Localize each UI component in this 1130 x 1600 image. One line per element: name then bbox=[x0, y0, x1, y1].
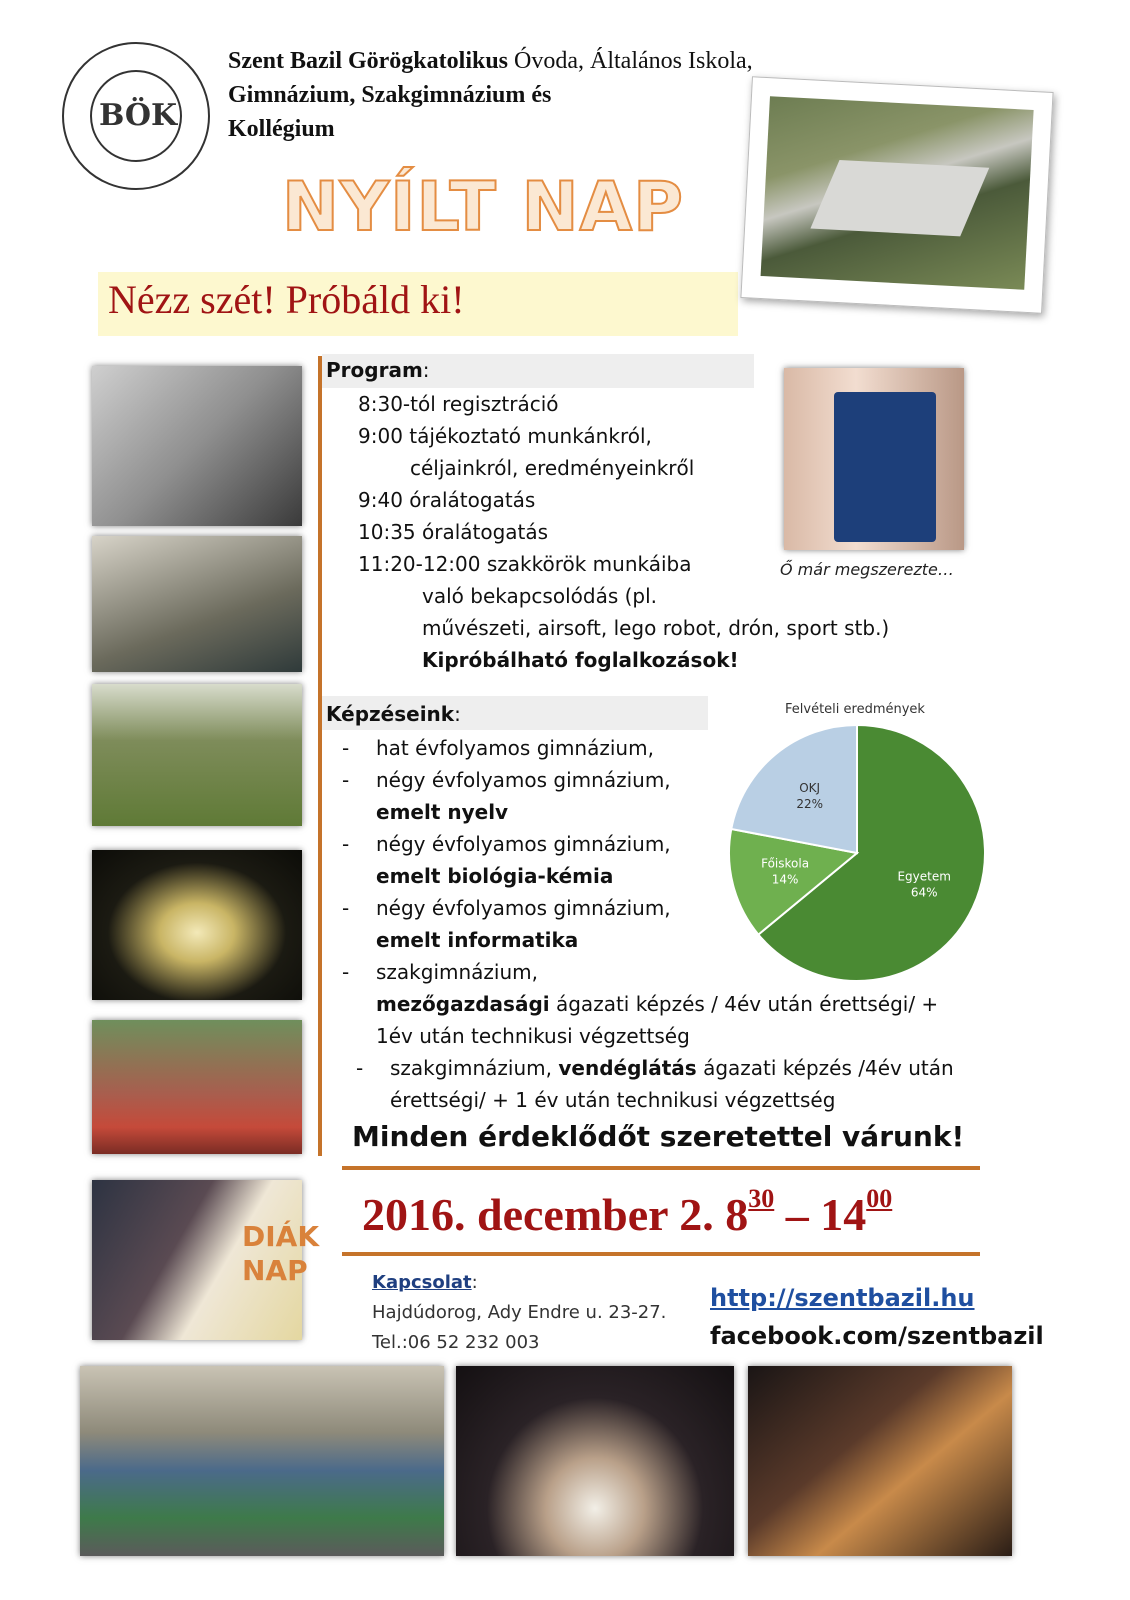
program-item: céljainkról, eredményeinkről bbox=[410, 456, 695, 480]
contact-phone: Tel.:06 52 232 003 bbox=[372, 1332, 540, 1353]
course-item: négy évfolyamos gimnázium, bbox=[376, 896, 671, 920]
pie-label-value: 22% bbox=[796, 796, 824, 811]
course-item: érettségi/ + 1 év után technikusi végzettség bbox=[390, 1088, 836, 1112]
page-title: NYÍLT NAP bbox=[282, 168, 684, 247]
course-item: szakgimnázium, bbox=[376, 960, 538, 984]
bullet-dash: - bbox=[342, 768, 350, 792]
welcome-text: Minden érdeklődőt szeretettel várunk! bbox=[352, 1120, 965, 1153]
photo-boat bbox=[92, 1020, 302, 1154]
pie-label-category: OKJ bbox=[799, 780, 821, 795]
program-item: 9:40 óralátogatás bbox=[358, 488, 536, 512]
contact-heading: Kapcsolat: bbox=[372, 1272, 478, 1293]
program-item: 11:20-12:00 szakkörök munkáiba bbox=[358, 552, 692, 576]
course-item-emphasis: emelt biológia-kémia bbox=[376, 864, 614, 888]
course-item-text: szakgimnázium, bbox=[390, 1056, 552, 1080]
date-main: 2016. december 2. 8 bbox=[362, 1189, 749, 1240]
program-item: 10:35 óralátogatás bbox=[358, 520, 549, 544]
facebook-link[interactable]: facebook.com/szentbazil bbox=[710, 1322, 1044, 1350]
date-start-minutes: 30 bbox=[748, 1184, 775, 1213]
school-name-rest: Óvoda, Általános Iskola, bbox=[514, 48, 753, 74]
course-item-emphasis: mezőgazdasági bbox=[376, 992, 550, 1016]
course-item-detail bbox=[376, 992, 938, 1016]
date-dash: – 14 bbox=[774, 1189, 867, 1240]
school-logo bbox=[62, 42, 210, 190]
contact-address: Hajdúdorog, Ady Endre u. 23-27. bbox=[372, 1302, 667, 1323]
pie-label-value: 14% bbox=[771, 872, 799, 887]
course-item: négy évfolyamos gimnázium, bbox=[376, 832, 671, 856]
pie-label-value: 64% bbox=[910, 885, 938, 900]
program-item: való bekapcsolódás (pl. bbox=[422, 584, 658, 608]
bullet-dash: - bbox=[356, 1056, 364, 1080]
course-item-emphasis: emelt nyelv bbox=[376, 800, 509, 824]
photo-banner-text: DIÁK NAP bbox=[242, 1220, 320, 1287]
chart-title: Felvételi eredmények bbox=[785, 702, 925, 717]
aerial-photo bbox=[740, 76, 1053, 314]
bullet-dash: - bbox=[342, 832, 350, 856]
course-item-text: ágazati képzés / 4év után érettségi/ + bbox=[555, 992, 939, 1016]
website-link[interactable]: http://szentbazil.hu bbox=[710, 1284, 975, 1312]
course-item: hat évfolyamos gimnázium, bbox=[376, 736, 654, 760]
course-item-detail bbox=[390, 1056, 954, 1080]
logo-inner-ring bbox=[90, 70, 182, 162]
school-name-line3: Kollégium bbox=[228, 116, 335, 142]
course-item: 1év után technikusi végzettség bbox=[376, 1024, 690, 1048]
course-item: négy évfolyamos gimnázium, bbox=[376, 768, 671, 792]
school-name-line2: Gimnázium, Szakgimnázium és bbox=[228, 82, 552, 108]
photo-band bbox=[748, 1366, 1012, 1556]
program-item: művészeti, airsoft, lego robot, drón, sport stb.) bbox=[422, 616, 890, 640]
photo-lego-robot bbox=[92, 366, 302, 526]
date-rule-top bbox=[342, 1166, 980, 1170]
courses-heading: Képzéseink: bbox=[326, 702, 461, 726]
photo-group bbox=[80, 1366, 444, 1556]
photo-computer-lab bbox=[92, 536, 302, 672]
slogan: Nézz szét! Próbáld ki! bbox=[108, 277, 465, 322]
event-date bbox=[362, 1184, 893, 1241]
bullet-dash: - bbox=[342, 960, 350, 984]
school-name-bold: Szent Bazil Görögkatolikus bbox=[228, 48, 509, 74]
accent-line bbox=[318, 356, 322, 1156]
photo-passport bbox=[784, 368, 964, 550]
course-item-emphasis: vendéglátás bbox=[558, 1056, 697, 1080]
pie-chart bbox=[724, 720, 990, 986]
pie-label-category: Egyetem bbox=[897, 869, 951, 884]
bullet-dash: - bbox=[342, 896, 350, 920]
course-item-text: ágazati képzés /4év után bbox=[703, 1056, 954, 1080]
date-rule-bottom bbox=[342, 1252, 980, 1256]
courses-label: Képzéseink bbox=[326, 702, 455, 726]
program-heading: Program: bbox=[326, 358, 430, 382]
program-label: Program bbox=[326, 358, 423, 382]
photo-cake bbox=[456, 1366, 734, 1556]
building-shape bbox=[810, 160, 989, 236]
photo-airsoft bbox=[92, 684, 302, 826]
passport-caption: Ő már megszerezte… bbox=[780, 560, 954, 579]
photo-church-night bbox=[92, 850, 302, 1000]
photo-diaknap bbox=[92, 1180, 320, 1340]
pie-label-category: Főiskola bbox=[761, 856, 810, 871]
aerial-photo-image bbox=[761, 96, 1034, 290]
bullet-dash: - bbox=[342, 736, 350, 760]
date-end-minutes: 00 bbox=[866, 1184, 893, 1213]
contact-label: Kapcsolat bbox=[372, 1272, 472, 1293]
program-item: 8:30-tól regisztráció bbox=[358, 392, 559, 416]
program-item: 9:00 tájékoztató munkánkról, bbox=[358, 424, 652, 448]
program-highlight: Kipróbálható foglalkozások! bbox=[422, 648, 739, 672]
logo-monogram: BÖK bbox=[98, 98, 178, 133]
course-item-emphasis: emelt informatika bbox=[376, 928, 579, 952]
passport-book bbox=[834, 392, 936, 542]
